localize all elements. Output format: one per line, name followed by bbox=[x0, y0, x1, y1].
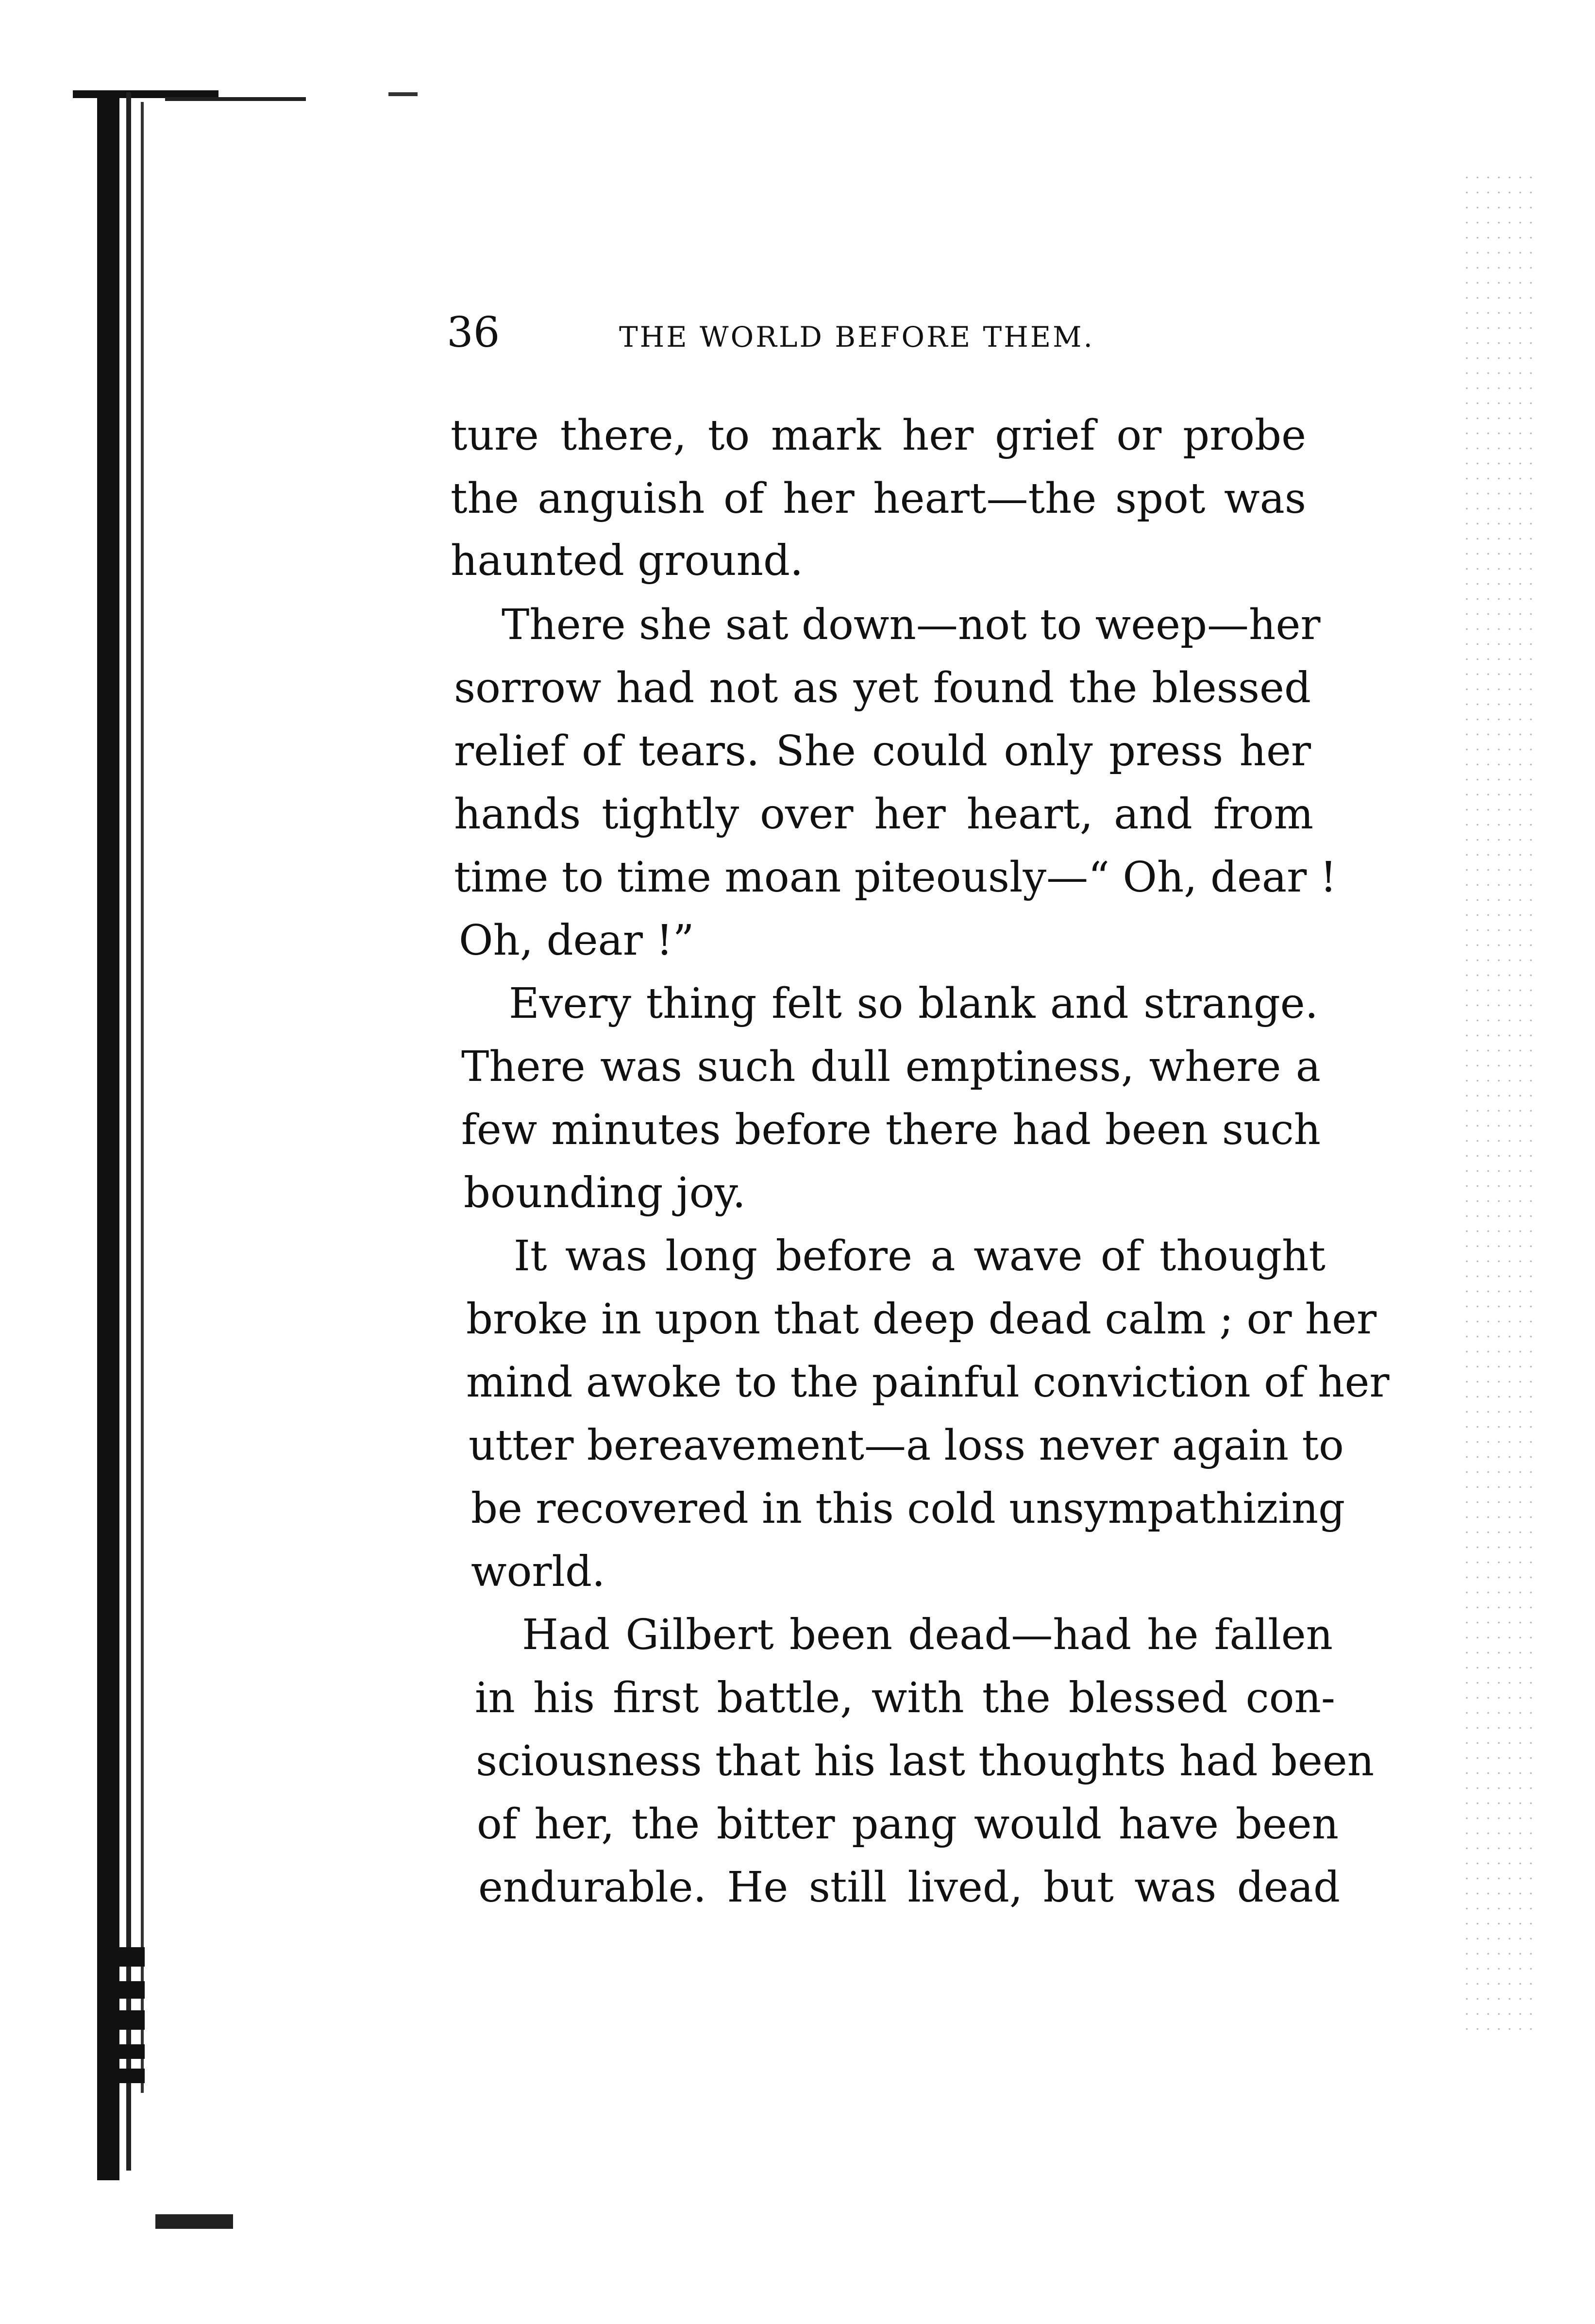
text-line: It was long before a wave of thought bbox=[514, 1232, 1326, 1280]
text-line: the anguish of her heart—the spot was bbox=[451, 474, 1306, 523]
text-line: relief of tears. She could only press her bbox=[454, 727, 1311, 775]
text-line: sciousness that his last thoughts had been bbox=[476, 1737, 1375, 1785]
page-number: 36 bbox=[447, 308, 500, 357]
text-line: time to time moan piteously—“ Oh, dear ! bbox=[454, 853, 1337, 902]
text-line: in his first battle, with the blessed con- bbox=[475, 1674, 1335, 1722]
text-line: Oh, dear !” bbox=[459, 916, 694, 965]
text-line: There she sat down—not to weep—her bbox=[502, 601, 1321, 649]
text-line: be recovered in this cold unsympathizing bbox=[471, 1484, 1345, 1533]
text-line: utter bereavement—a loss never again to bbox=[469, 1421, 1344, 1470]
text-line: Had Gilbert been dead—had he fallen bbox=[522, 1611, 1333, 1659]
text-line: mind awoke to the painful conviction of her bbox=[466, 1358, 1390, 1407]
text-line: endurable. He still lived, but was dead bbox=[478, 1863, 1340, 1912]
text-line: Every thing felt so blank and strange. bbox=[509, 979, 1318, 1028]
text-line: sorrow had not as yet found the blessed bbox=[454, 664, 1311, 712]
text-line: haunted ground. bbox=[451, 537, 804, 585]
text-line: ture there, to mark her grief or probe bbox=[451, 411, 1306, 460]
running-head: THE WORLD BEFORE THEM. bbox=[619, 320, 1094, 354]
text-line: There was such dull emptiness, where a bbox=[461, 1043, 1321, 1091]
text-line: hands tightly over her heart, and from bbox=[454, 790, 1313, 839]
text-line: bounding joy. bbox=[464, 1169, 746, 1217]
text-line: broke in upon that deep dead calm ; or her bbox=[466, 1295, 1377, 1344]
text-line: of her, the bitter pang would have been bbox=[477, 1800, 1339, 1849]
text-line: world. bbox=[471, 1548, 605, 1596]
text-line: few minutes before there had been such bbox=[461, 1106, 1321, 1154]
